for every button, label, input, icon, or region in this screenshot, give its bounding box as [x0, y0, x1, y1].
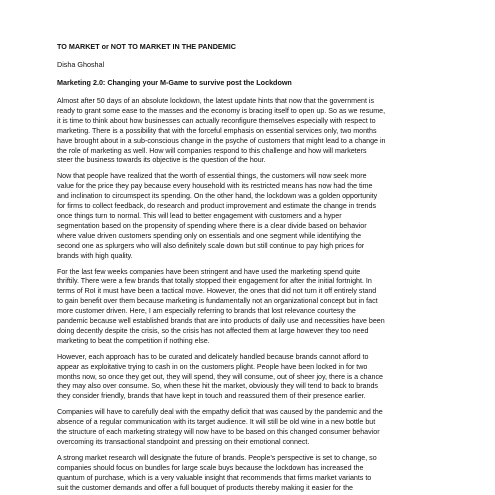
text-line: pandemic because well established brands that are into products of daily use and necessities have been [57, 317, 385, 326]
paragraph [57, 454, 451, 494]
text-line: they may also over consume. So, when these hit the market, obviously they will tend to back to brands [57, 382, 378, 391]
document-title: TO MARKET or NOT TO MARKET IN THE PANDEMIC [57, 42, 236, 51]
text-line: the role of marketing as well. How will companies respond to this challenge and how will marketers [57, 146, 367, 155]
text-line: it is time to think about how businesses can actually reconfigure themselves especially with respect to [57, 116, 376, 125]
text-line: absence of a regular communication with its target audience. It will still be old wine in a new bottle but [57, 418, 376, 427]
text-line: A strong market research will designate the future of brands. People’s perspective is set to change, so [57, 453, 377, 462]
paragraph [57, 353, 451, 403]
document-subtitle: Marketing 2.0: Changing your M-Game to survive post the Lockdown [57, 78, 292, 87]
text-line: value for the price they pay because every household with its restricted means has now had the time [57, 182, 373, 191]
text-line: months now, so once they get out, they will spend, they will consume, out of sheer joy, there is a chance [57, 372, 383, 381]
text-line: However, each approach has to be curated and delicately handled because brands cannot afford to [57, 352, 369, 361]
paragraph [57, 172, 451, 261]
text-line: the structure of each marketing strategy will now have to be based on this changed consumer behavior [57, 428, 380, 437]
text-line: For the last few weeks companies have been stringent and have used the marketing spend quite [57, 267, 361, 276]
text-line: more customer driven. Here, I am especially referring to brands that lost relevance courtesy the [57, 307, 356, 316]
text-line: steer the business towards its objective is the question of the hour. [57, 156, 266, 165]
text-line: brands with high quality. [57, 251, 133, 260]
text-line: doing decently despite the crisis, so the crisis has not affected them at large however they too need [57, 326, 369, 335]
text-line: and inclination to circumspect its spending. On the other hand, the lockdown was a golden opportunity [57, 192, 378, 201]
paragraph [57, 268, 451, 347]
text-line: once things turn to normal. This will lead to better engagement with customers and a hyper [57, 211, 342, 220]
text-line: ready to grant some ease to the masses and the economy is bracing itself to open up. So as we resume, [57, 106, 386, 115]
text-line: for firms to collect feedback, do research and product improvement and estimate the change in trends [57, 202, 376, 211]
text-line: companies should focus on bundles for large scale buys because the lockdown has increased the [57, 463, 364, 472]
text-line: they consider friendly, brands that have kept in touch and reassured them of their presence earlier. [57, 392, 366, 401]
text-line: where value driven customers spending only on essentials and one segment while identifying the [57, 231, 362, 240]
text-line: marketing. There is a possibility that with the forceful emphasis on essential services only, two months [57, 126, 377, 135]
paragraph [57, 408, 451, 448]
text-line: have brought about in a sub-conscious change in the psyche of customers that might lead to a change in [57, 136, 386, 145]
text-line: suit the customer demands and offer a full bouquet of products thereby making it easier for the [57, 483, 354, 492]
text-line: overcoming its transactional standpoint and pressing on their emotional connect. [57, 438, 310, 446]
author-name: Disha Ghoshal [57, 60, 105, 69]
text-line: second one as splurgers who will also definitely scale down but still continue to pay high prices for [57, 241, 365, 250]
body-text [57, 97, 451, 494]
text-line: terms of RoI it must have been a tactical move. However, the ones that did not turn it off entirely stand [57, 287, 377, 296]
text-line: to gain benefit over them because marketing is fundamentally not an organizational concept but in fact [57, 297, 378, 306]
text-line: quantum of purchase, which is a very valuable insight that recommends that firms market variants to [57, 473, 372, 482]
text-line: Now that people have realized that the worth of essential things, the customers will now seek more [57, 172, 367, 181]
text-line: marketing to beat the competition if nothing else. [57, 336, 210, 345]
paragraph [57, 97, 451, 166]
text-line: segmentation based on the propensity of spending where there is a clear divide based on behavior [57, 221, 367, 230]
text-line: Companies will have to carefully deal with the empathy deficit that was caused by the pandemic and the [57, 408, 383, 417]
text-line: appear as exploitative trying to cash in on the customers plight. People have been locked in for two [57, 362, 368, 371]
text-line: Almost after 50 days of an absolute lockdown, the latest update hints that now that the government is [57, 97, 375, 105]
text-line: thriftily. There were a few brands that totally stopped their engagement for after the initial fortnight. In [57, 277, 372, 286]
